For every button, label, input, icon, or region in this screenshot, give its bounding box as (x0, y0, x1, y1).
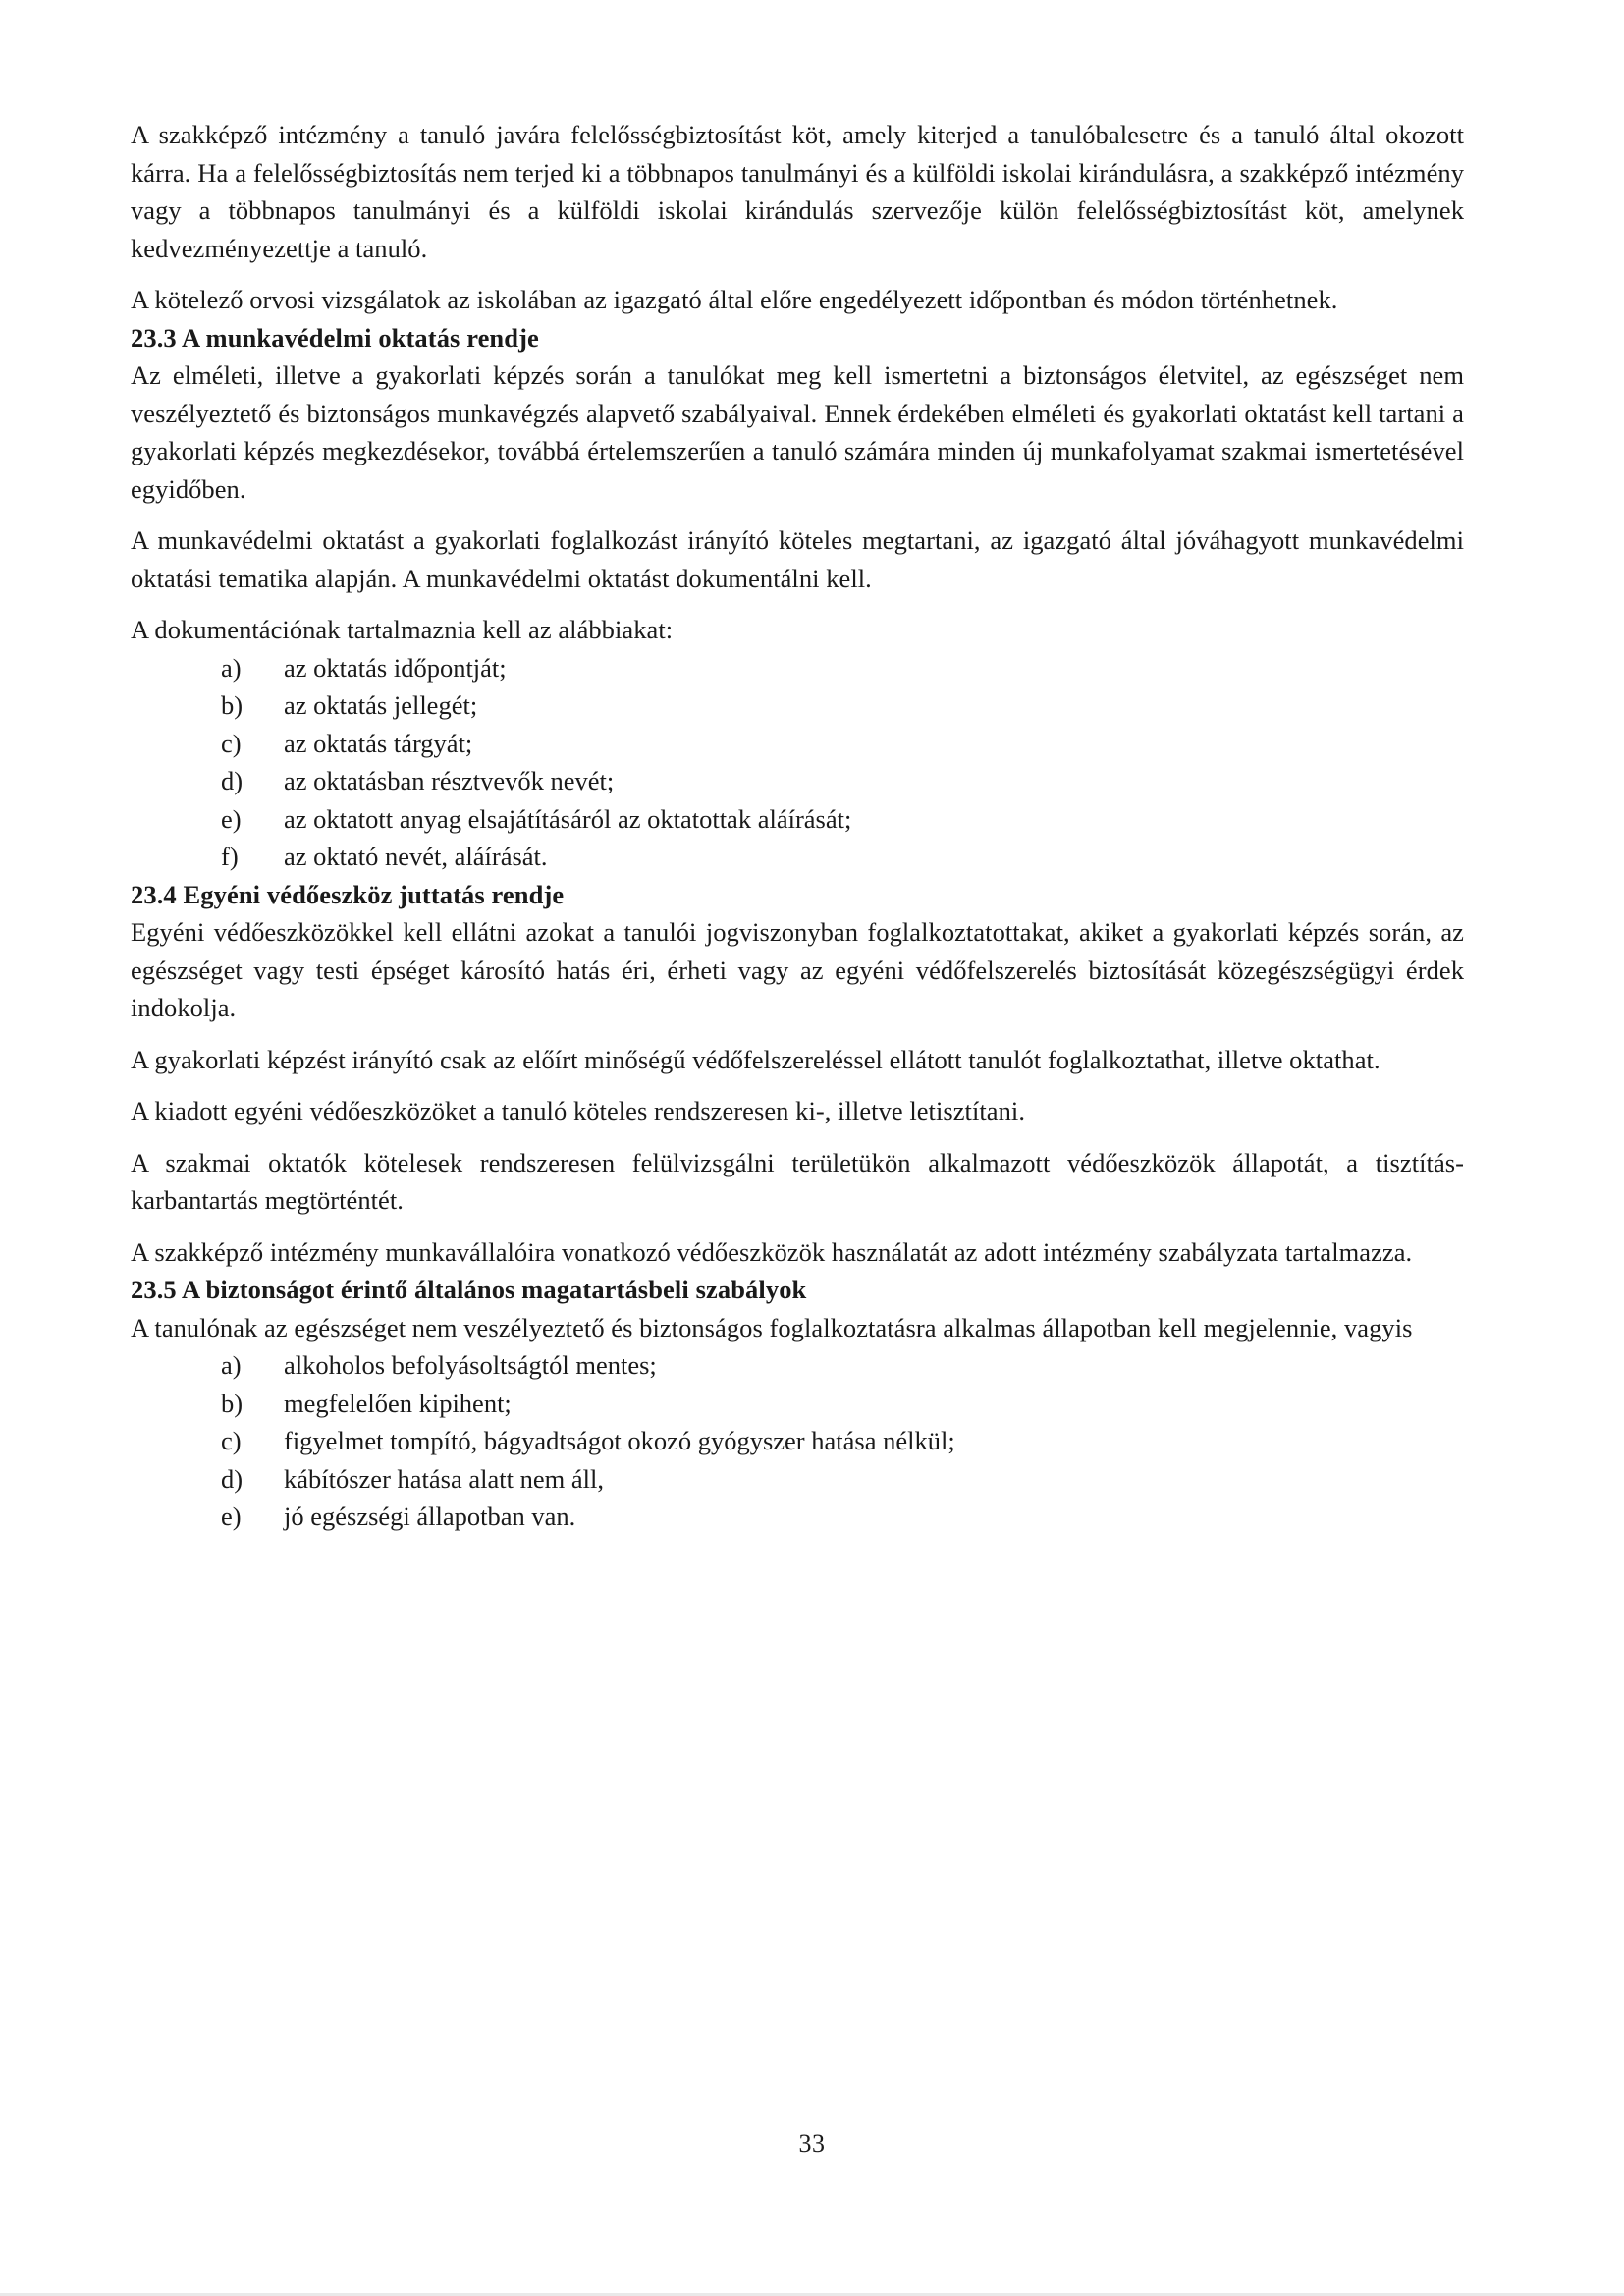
list-marker: f) (221, 842, 239, 871)
paragraph-elmeleti-gyakorlati-kepzes: Az elméleti, illetve a gyakorlati képzés során a tanulókat meg kell ismertetni a biztonságos életvitel, az egészséget nem veszélyeztető és biztonságos munkavégzés alapvető szabályaival. Ennek érdekében elméleti és gyakorlati oktatást kell tartani a gyakorlati képzés megkezdésekor, továbbá értelemszerűen a tanuló számára minden új munkafolyamat szakmai ismertetésével egyidőben. (131, 360, 1464, 504)
paragraph-munkavedelmi-oktatas: A munkavédelmi oktatást a gyakorlati foglalkozást irányító köteles megtartani, az igazgató által jóváhagyott munkavédelmi oktatási tematika alapján. A munkavédelmi oktatást dokumentálni kell. (131, 525, 1464, 593)
list-item-text: az oktatás időpontját; (284, 652, 507, 683)
paragraph-felelossegbiztositas: A szakképző intézmény a tanuló javára felelősségbiztosítást köt, amely kiterjed a tanulóbalesetre és a tanuló által okozott kárra. Ha a felelősségbiztosítás nem terjed ki a többnapos tanulmányi és a külföldi iskolai kirándulásra, a szakképző intézmény vagy a többnapos tanulmányi és a külföldi iskolai kirándulás szervezője külön felelősségbiztosítást köt, amelynek kedvezményezettje a tanuló. (131, 120, 1464, 263)
list-item-text: az oktató nevét, aláírását. (284, 842, 548, 871)
heading-23-5: 23.5 A biztonságot érintő általános magatartásbeli szabályok (131, 1275, 807, 1304)
list-item (131, 762, 1464, 800)
list-marker: b) (221, 690, 244, 720)
list-item (131, 649, 1464, 687)
paragraph-egyeni-vedoeszkozok: Egyéni védőeszközökkel kell ellátni azokat a tanulói jogviszonyban foglalkoztatottakat, akiket a gyakorlati képzés során, az egészséget vagy testi épséget károsító hatás éri, érheti vagy az egyéni védőfelszerelés biztosítását közegészségügyi érdek indokolja. (131, 917, 1464, 1022)
list-item (131, 1346, 1464, 1385)
list-item (131, 838, 1464, 876)
paragraph-kiadott-vedoeszkozok: A kiadott egyéni védőeszközöket a tanuló köteles rendszeresen ki-, illetve letisztítani. (131, 1096, 1025, 1125)
list-item (131, 800, 1464, 839)
list-item (131, 686, 1464, 725)
list-item-text: figyelmet tompító, bágyadtságot okozó gyógyszer hatása nélkül; (284, 1426, 955, 1455)
list-marker: c) (221, 728, 242, 758)
list-item-text: kábítószer hatása alatt nem áll, (284, 1463, 604, 1494)
list-marker: e) (221, 803, 242, 834)
list-marker: a) (221, 652, 242, 683)
list-item (131, 1460, 1464, 1499)
list-marker: d) (221, 1463, 244, 1494)
list-item-text: az oktatásban résztvevők nevét; (284, 766, 615, 795)
list-condition-requirements (131, 1346, 1464, 1536)
list-item (131, 1422, 1464, 1460)
list-marker: e) (221, 1502, 242, 1531)
paragraph-dokumentacio-intro: A dokumentációnak tartalmaznia kell az alábbiakat: (131, 615, 674, 644)
list-item-text: megfelelően kipihent; (284, 1388, 512, 1418)
list-item-text: az oktatott anyag elsajátításáról az oktatottak aláírását; (284, 803, 852, 834)
list-marker: d) (221, 766, 244, 795)
paragraph-gyakorlati-kepzest-iranyito: A gyakorlati képzést irányító csak az előírt minőségű védőfelszereléssel ellátott tanulót foglalkoztathat, illetve oktathat. (131, 1044, 1380, 1074)
heading-23-4: 23.4 Egyéni védőeszköz juttatás rendje (131, 879, 565, 909)
list-marker: b) (221, 1388, 244, 1418)
page-content (131, 116, 1464, 1536)
list-item (131, 725, 1464, 763)
list-item-text: jó egészségi állapotban van. (284, 1502, 576, 1531)
list-documentation-requirements (131, 649, 1464, 876)
paragraph-szakmai-oktatok: A szakmai oktatók kötelesek rendszeresen felülvizsgálni területükön alkalmazott védőeszközök állapotát, a tisztítás-karbantartás megtörténtét. (131, 1147, 1464, 1215)
list-item-text: az oktatás tárgyát; (284, 728, 473, 758)
list-marker: c) (221, 1426, 242, 1455)
paragraph-munkavallalokra-vonatkozo: A szakképző intézmény munkavállalóira vonatkozó védőeszközök használatát az adott intézmény szabályzata tartalmazza. (131, 1236, 1413, 1267)
list-item (131, 1385, 1464, 1423)
page-number: 33 (798, 2129, 826, 2158)
list-item-text: alkoholos befolyásoltságtól mentes; (284, 1350, 657, 1380)
list-item (131, 1498, 1464, 1536)
paragraph-tanulo-allapota: A tanulónak az egészséget nem veszélyeztető és biztonságos foglalkoztatásra alkalmas állapotban kell megjelennie, vagyis (131, 1312, 1413, 1342)
list-item-text: az oktatás jellegét; (284, 690, 478, 720)
list-marker: a) (221, 1350, 242, 1380)
heading-23-3: 23.3 A munkavédelmi oktatás rendje (131, 322, 539, 353)
paragraph-orvosi-vizsgalatok: A kötelező orvosi vizsgálatok az iskolában az igazgató által előre engedélyezett időpontban és módon történhetnek. (131, 285, 1338, 314)
